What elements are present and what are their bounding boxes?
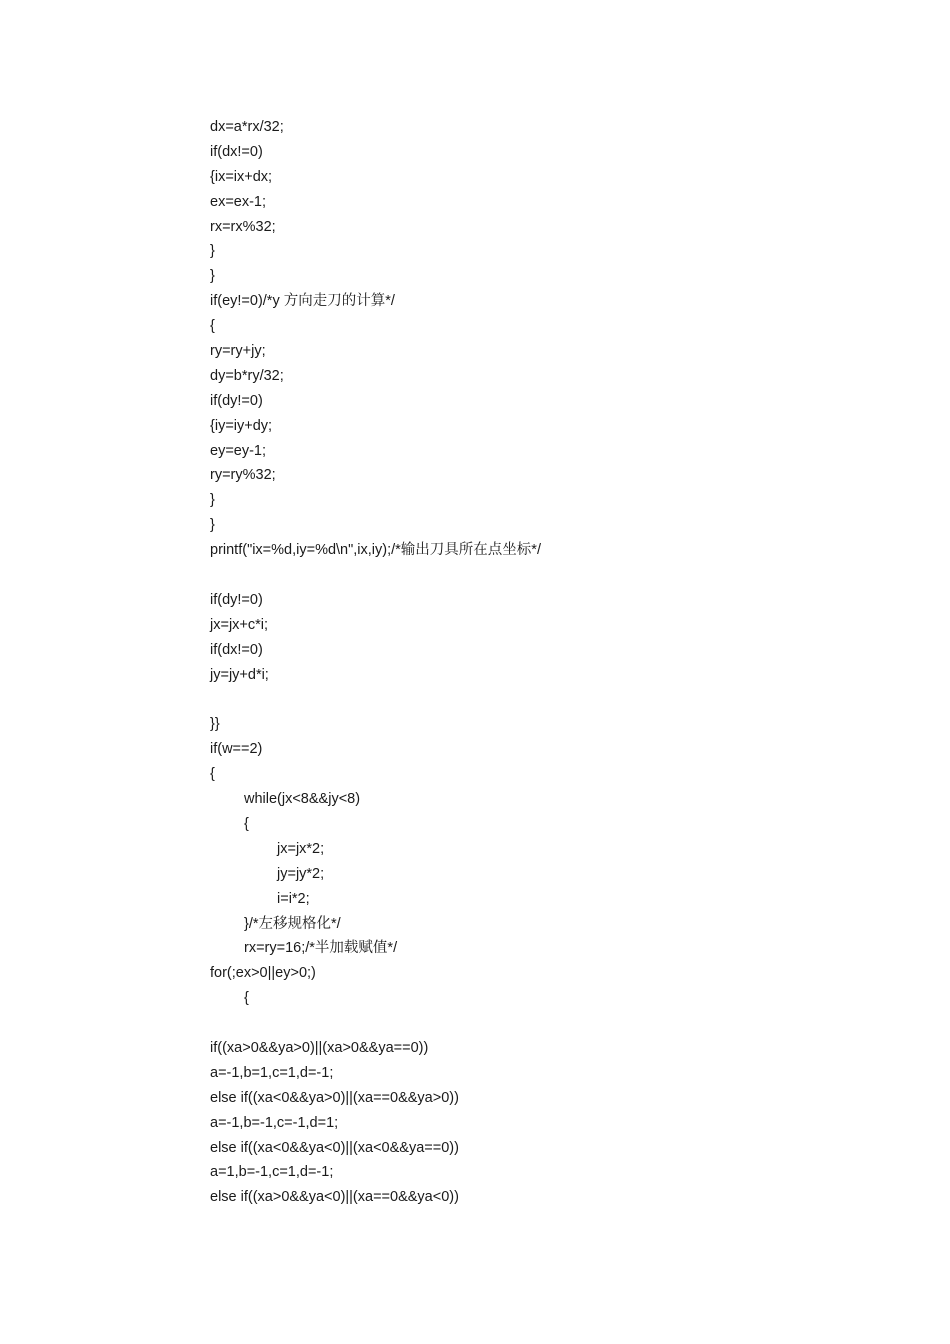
- code-line: {ix=ix+dx;: [210, 168, 273, 185]
- code-line: }: [210, 517, 215, 534]
- code-line: jy=jy+d*i;: [210, 666, 269, 683]
- code-line: {: [210, 766, 215, 783]
- code-line: ey=ey-1;: [210, 442, 267, 459]
- code-line: if((xa>0&&ya>0)||(xa>0&&ya==0)): [210, 1039, 429, 1056]
- code-line: jx=jx+c*i;: [210, 616, 269, 633]
- code-line: }: [210, 268, 215, 285]
- code-line: {: [244, 990, 249, 1007]
- code-line: }: [210, 492, 215, 509]
- code-line: ry=ry%32;: [210, 467, 276, 484]
- code-line: if(w==2): [210, 741, 263, 758]
- code-line: for(;ex>0||ey>0;): [210, 965, 316, 982]
- code-line: rx=ry=16;/*半加载赋值*/: [244, 940, 398, 957]
- code-line: if(dy!=0): [210, 591, 263, 608]
- code-line: else if((xa>0&&ya<0)||(xa==0&&ya<0)): [210, 1189, 459, 1206]
- code-line: }}: [210, 716, 220, 733]
- code-line: jx=jx*2;: [277, 840, 325, 857]
- code-line: a=-1,b=1,c=1,d=-1;: [210, 1064, 334, 1081]
- blank-line: [210, 1011, 910, 1036]
- code-line: ry=ry+jy;: [210, 343, 266, 360]
- code-line: dy=b*ry/32;: [210, 367, 284, 384]
- code-line: while(jx<8&&jy<8): [244, 791, 361, 808]
- code-line: }/*左移规格化*/: [244, 915, 341, 932]
- blank-line: [210, 563, 910, 588]
- code-line: i=i*2;: [277, 890, 310, 907]
- code-line: {iy=iy+dy;: [210, 417, 273, 434]
- code-line: dx=a*rx/32;: [210, 119, 284, 135]
- code-line: printf("ix=%d,iy=%d\n",ix,iy);/*输出刀具所在点坐标*/: [210, 542, 541, 559]
- code-line: }: [210, 243, 215, 260]
- code-line: {: [244, 815, 249, 832]
- code-line: else if((xa<0&&ya<0)||(xa<0&&ya==0)): [210, 1139, 459, 1156]
- code-line: if(dy!=0): [210, 392, 263, 409]
- blank-line: [210, 687, 910, 712]
- code-line: {: [210, 318, 215, 335]
- code-line: jy=jy*2;: [277, 865, 325, 882]
- code-line: if(dx!=0): [210, 641, 263, 658]
- code-line: a=-1,b=-1,c=-1,d=1;: [210, 1114, 339, 1131]
- code-line: if(ey!=0)/*y 方向走刀的计算*/: [210, 293, 395, 310]
- code-listing: [210, 115, 910, 1210]
- code-line: ex=ex-1;: [210, 193, 267, 210]
- code-line: else if((xa<0&&ya>0)||(xa==0&&ya>0)): [210, 1089, 459, 1106]
- code-line: if(dx!=0): [210, 143, 263, 160]
- code-line: a=1,b=-1,c=1,d=-1;: [210, 1164, 334, 1181]
- code-line: rx=rx%32;: [210, 218, 276, 235]
